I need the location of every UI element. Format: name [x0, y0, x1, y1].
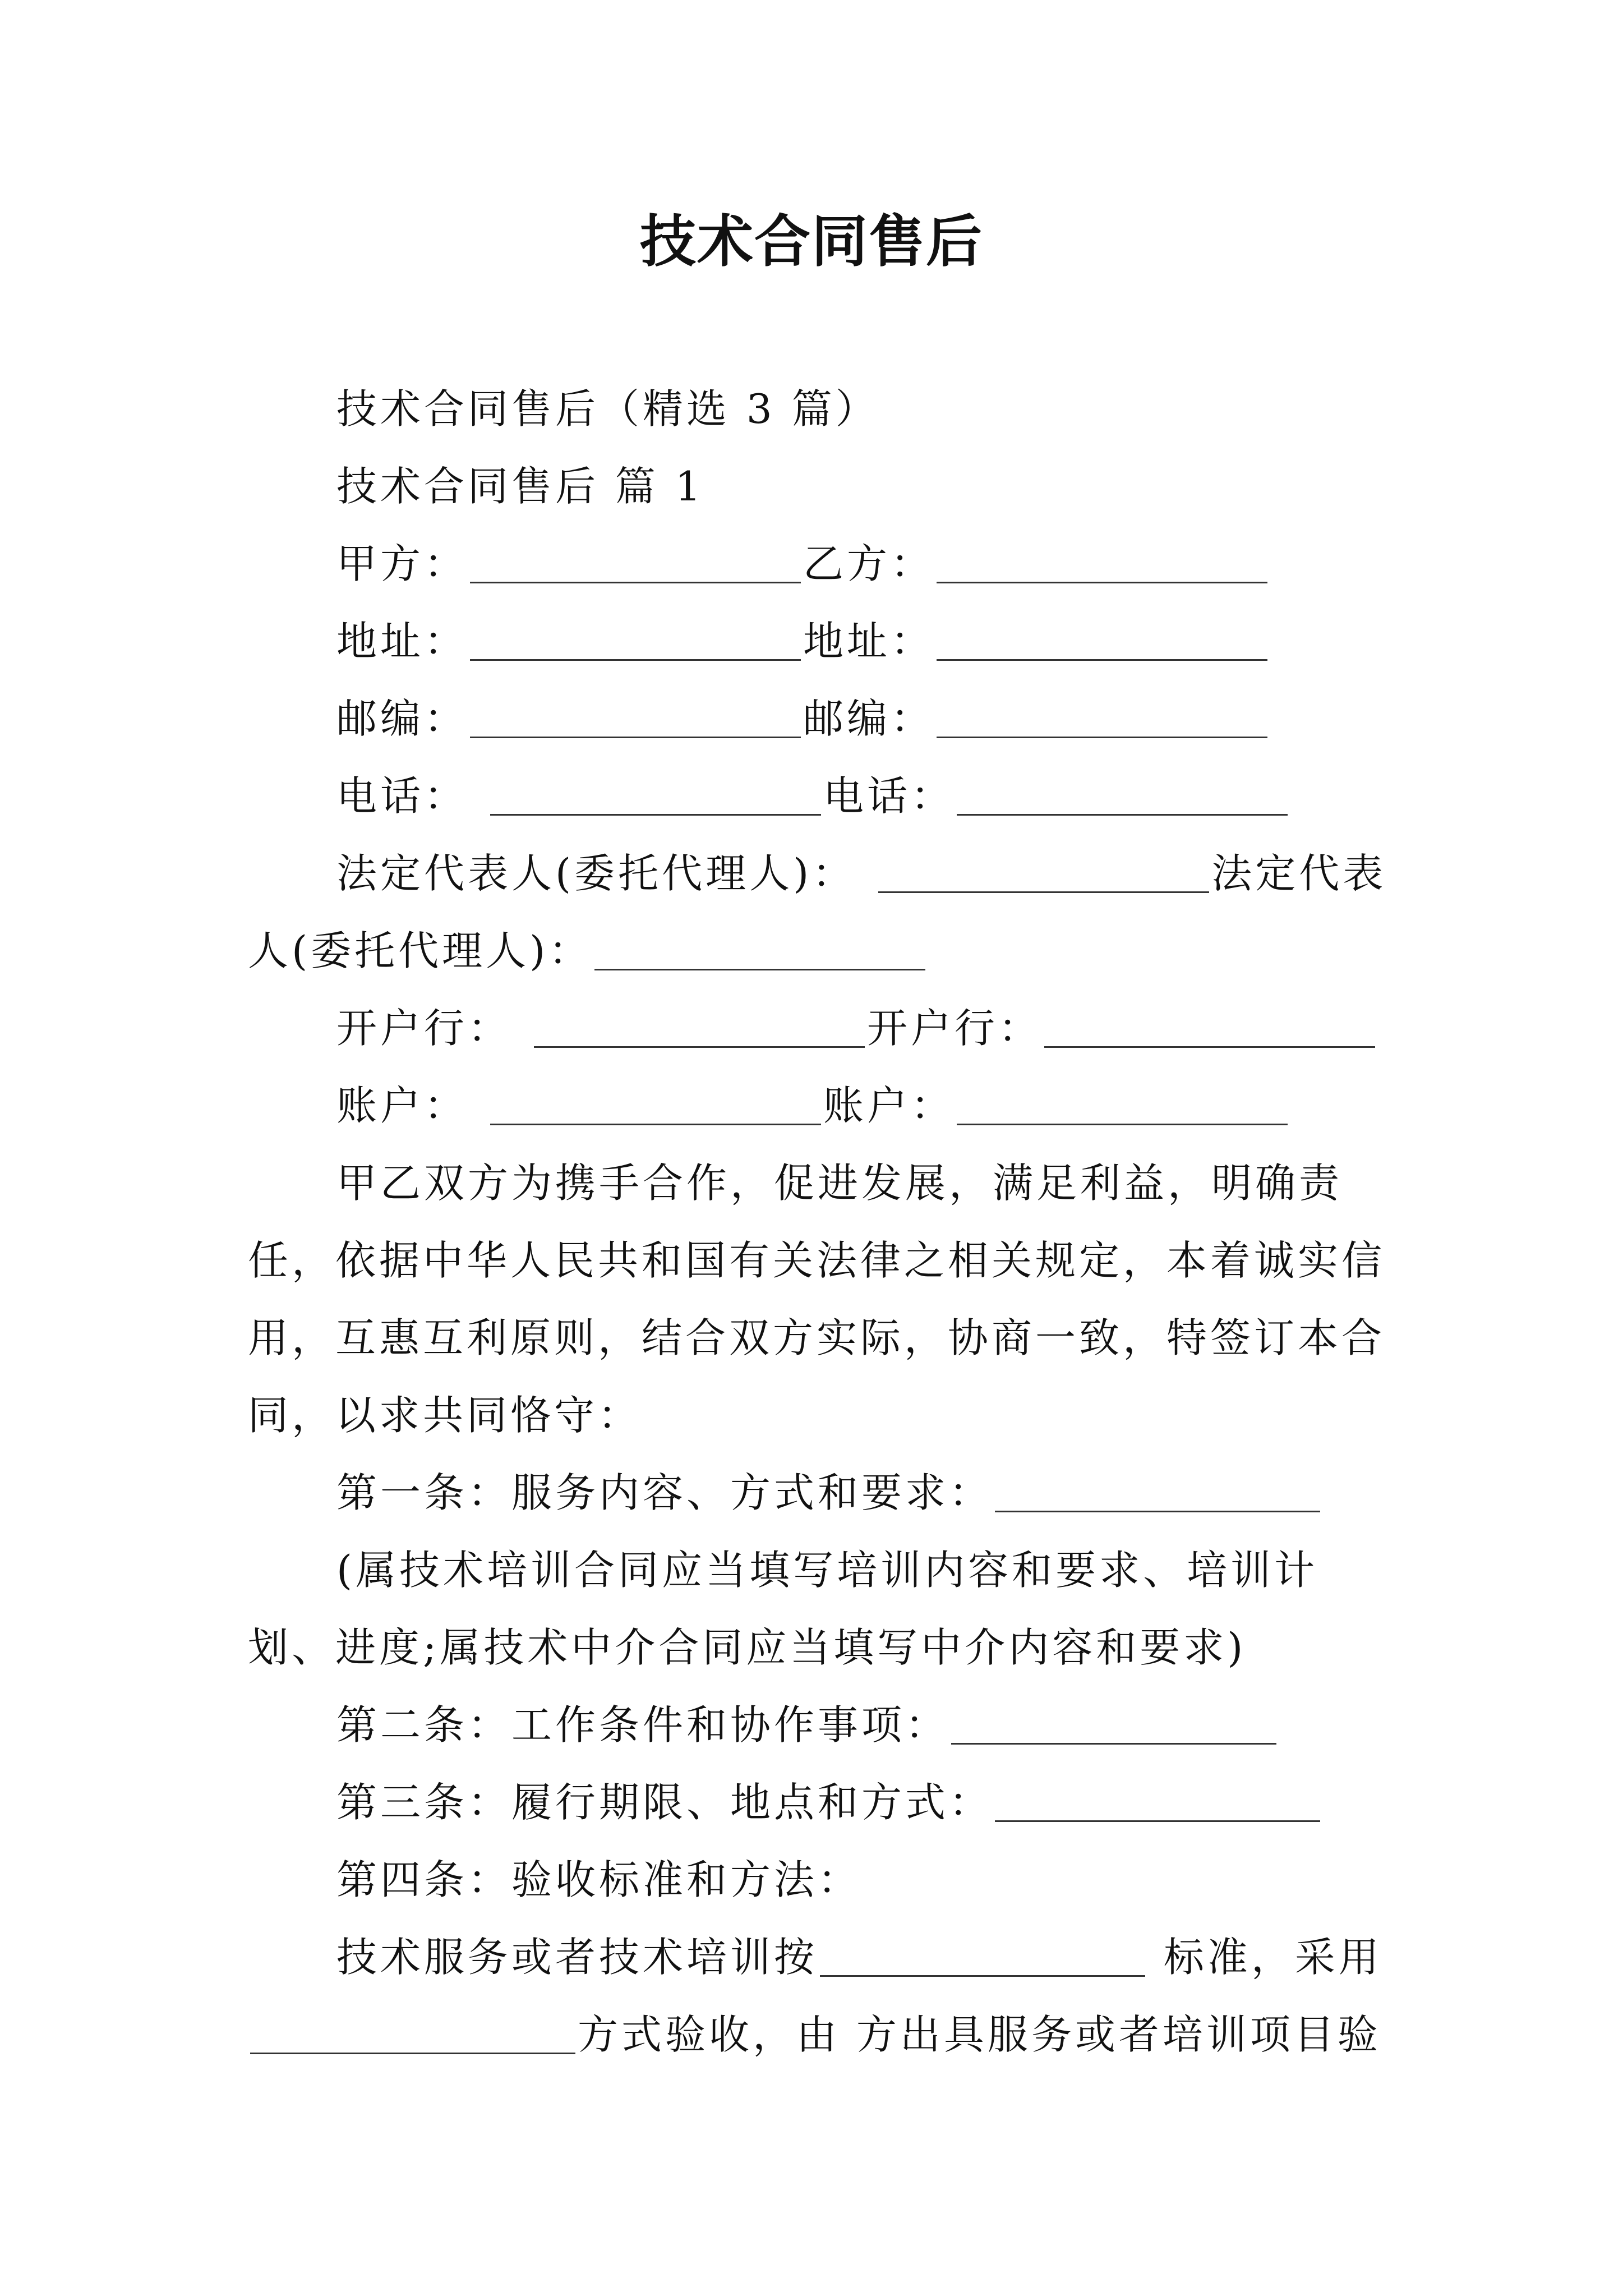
address-a-label: 地址： [336, 618, 468, 665]
address-b-blank[interactable] [937, 625, 1267, 661]
article-3-blank[interactable] [995, 1787, 1320, 1822]
acceptance-text-2: 标准，采用 [1147, 1934, 1382, 1981]
article-2 [248, 1686, 1391, 1764]
acceptance-line-1 [248, 1918, 1391, 1996]
legal-rep-row [248, 835, 1391, 912]
postcode-a-label: 邮编： [336, 695, 468, 742]
postcode-a-blank[interactable] [470, 703, 801, 738]
party-a-blank[interactable] [470, 548, 801, 583]
phone-row [248, 757, 1391, 835]
bank-row [248, 990, 1391, 1067]
acceptance-method-blank[interactable] [250, 2019, 575, 2054]
legal-rep-a-blank[interactable] [878, 858, 1209, 893]
legal-rep-row-continued [248, 912, 1391, 990]
phone-b-blank[interactable] [957, 780, 1288, 816]
phone-a-blank[interactable] [490, 780, 821, 816]
postcode-b-blank[interactable] [937, 703, 1267, 738]
address-a-blank[interactable] [470, 625, 801, 661]
article-1 [248, 1454, 1391, 1531]
postcode-b-label: 邮编： [803, 695, 935, 742]
address-row [248, 602, 1391, 680]
page-title: 技术合同售后 [640, 208, 983, 274]
article-1-blank[interactable] [995, 1477, 1320, 1512]
party-b-blank[interactable] [937, 548, 1267, 583]
account-b-blank[interactable] [957, 1090, 1288, 1125]
article-3-text: 第三条：履行期限、地点和方式： [336, 1779, 993, 1826]
address-b-label: 地址： [803, 618, 935, 665]
account-row [248, 1067, 1391, 1144]
acceptance-text-1: 技术服务或者技术培训按 [336, 1934, 818, 1981]
account-b-label: 账户： [823, 1082, 955, 1129]
party-a-label: 甲方： [336, 540, 468, 587]
legal-rep-b-blank[interactable] [594, 935, 925, 970]
article-3 [248, 1764, 1391, 1841]
account-a-label: 账户： [336, 1082, 468, 1129]
phone-a-label: 电话： [336, 772, 468, 820]
party-row [248, 525, 1391, 602]
acceptance-line-2 [248, 1996, 1391, 2073]
article-2-blank[interactable] [951, 1709, 1276, 1745]
article-4 [248, 1841, 1391, 1918]
bank-b-label: 开户行： [867, 1005, 1043, 1052]
intro-paragraph: 甲乙双方为携手合作，促进发展，满足利益，明确责任，依据中华人民共和国有关法律之相关规定，本着诚实信用，互惠互利原则，结合双方实际，协商一致，特签订本合同，以求共同恪守： [248, 1159, 1386, 1439]
article-1-note: (属技术培训合同应当填写培训内容和要求、培训计划、进度;属技术中介合同应当填写中介内容和要求) [248, 1547, 1318, 1671]
acceptance-text-3: 方式验收，由 方出具服务或者培训项目验 [578, 2011, 1381, 2058]
document-body [248, 370, 1391, 2073]
phone-b-label: 电话： [823, 772, 955, 820]
bank-b-blank[interactable] [1044, 1013, 1375, 1048]
subtitle: 技术合同售后（精选 3 篇） [336, 385, 879, 432]
legal-rep-b-label-part2: 人(委托代理人)： [248, 927, 593, 974]
bank-a-label: 开户行： [336, 1005, 512, 1052]
article-1-text: 第一条：服务内容、方式和要求： [336, 1469, 993, 1516]
legal-rep-a-label: 法定代表人(委托代理人)： [336, 850, 856, 897]
postcode-row [248, 680, 1391, 757]
article-4-text: 第四条：验收标准和方法： [336, 1856, 862, 1903]
bank-a-blank[interactable] [534, 1013, 865, 1048]
party-b-label: 乙方： [803, 540, 935, 587]
section-heading: 技术合同售后 篇 1 [336, 463, 704, 510]
account-a-blank[interactable] [490, 1090, 821, 1125]
acceptance-standard-blank[interactable] [820, 1941, 1145, 1977]
legal-rep-b-label-part1: 法定代表 [1211, 850, 1387, 897]
article-2-text: 第二条：工作条件和协作事项： [336, 1701, 949, 1749]
